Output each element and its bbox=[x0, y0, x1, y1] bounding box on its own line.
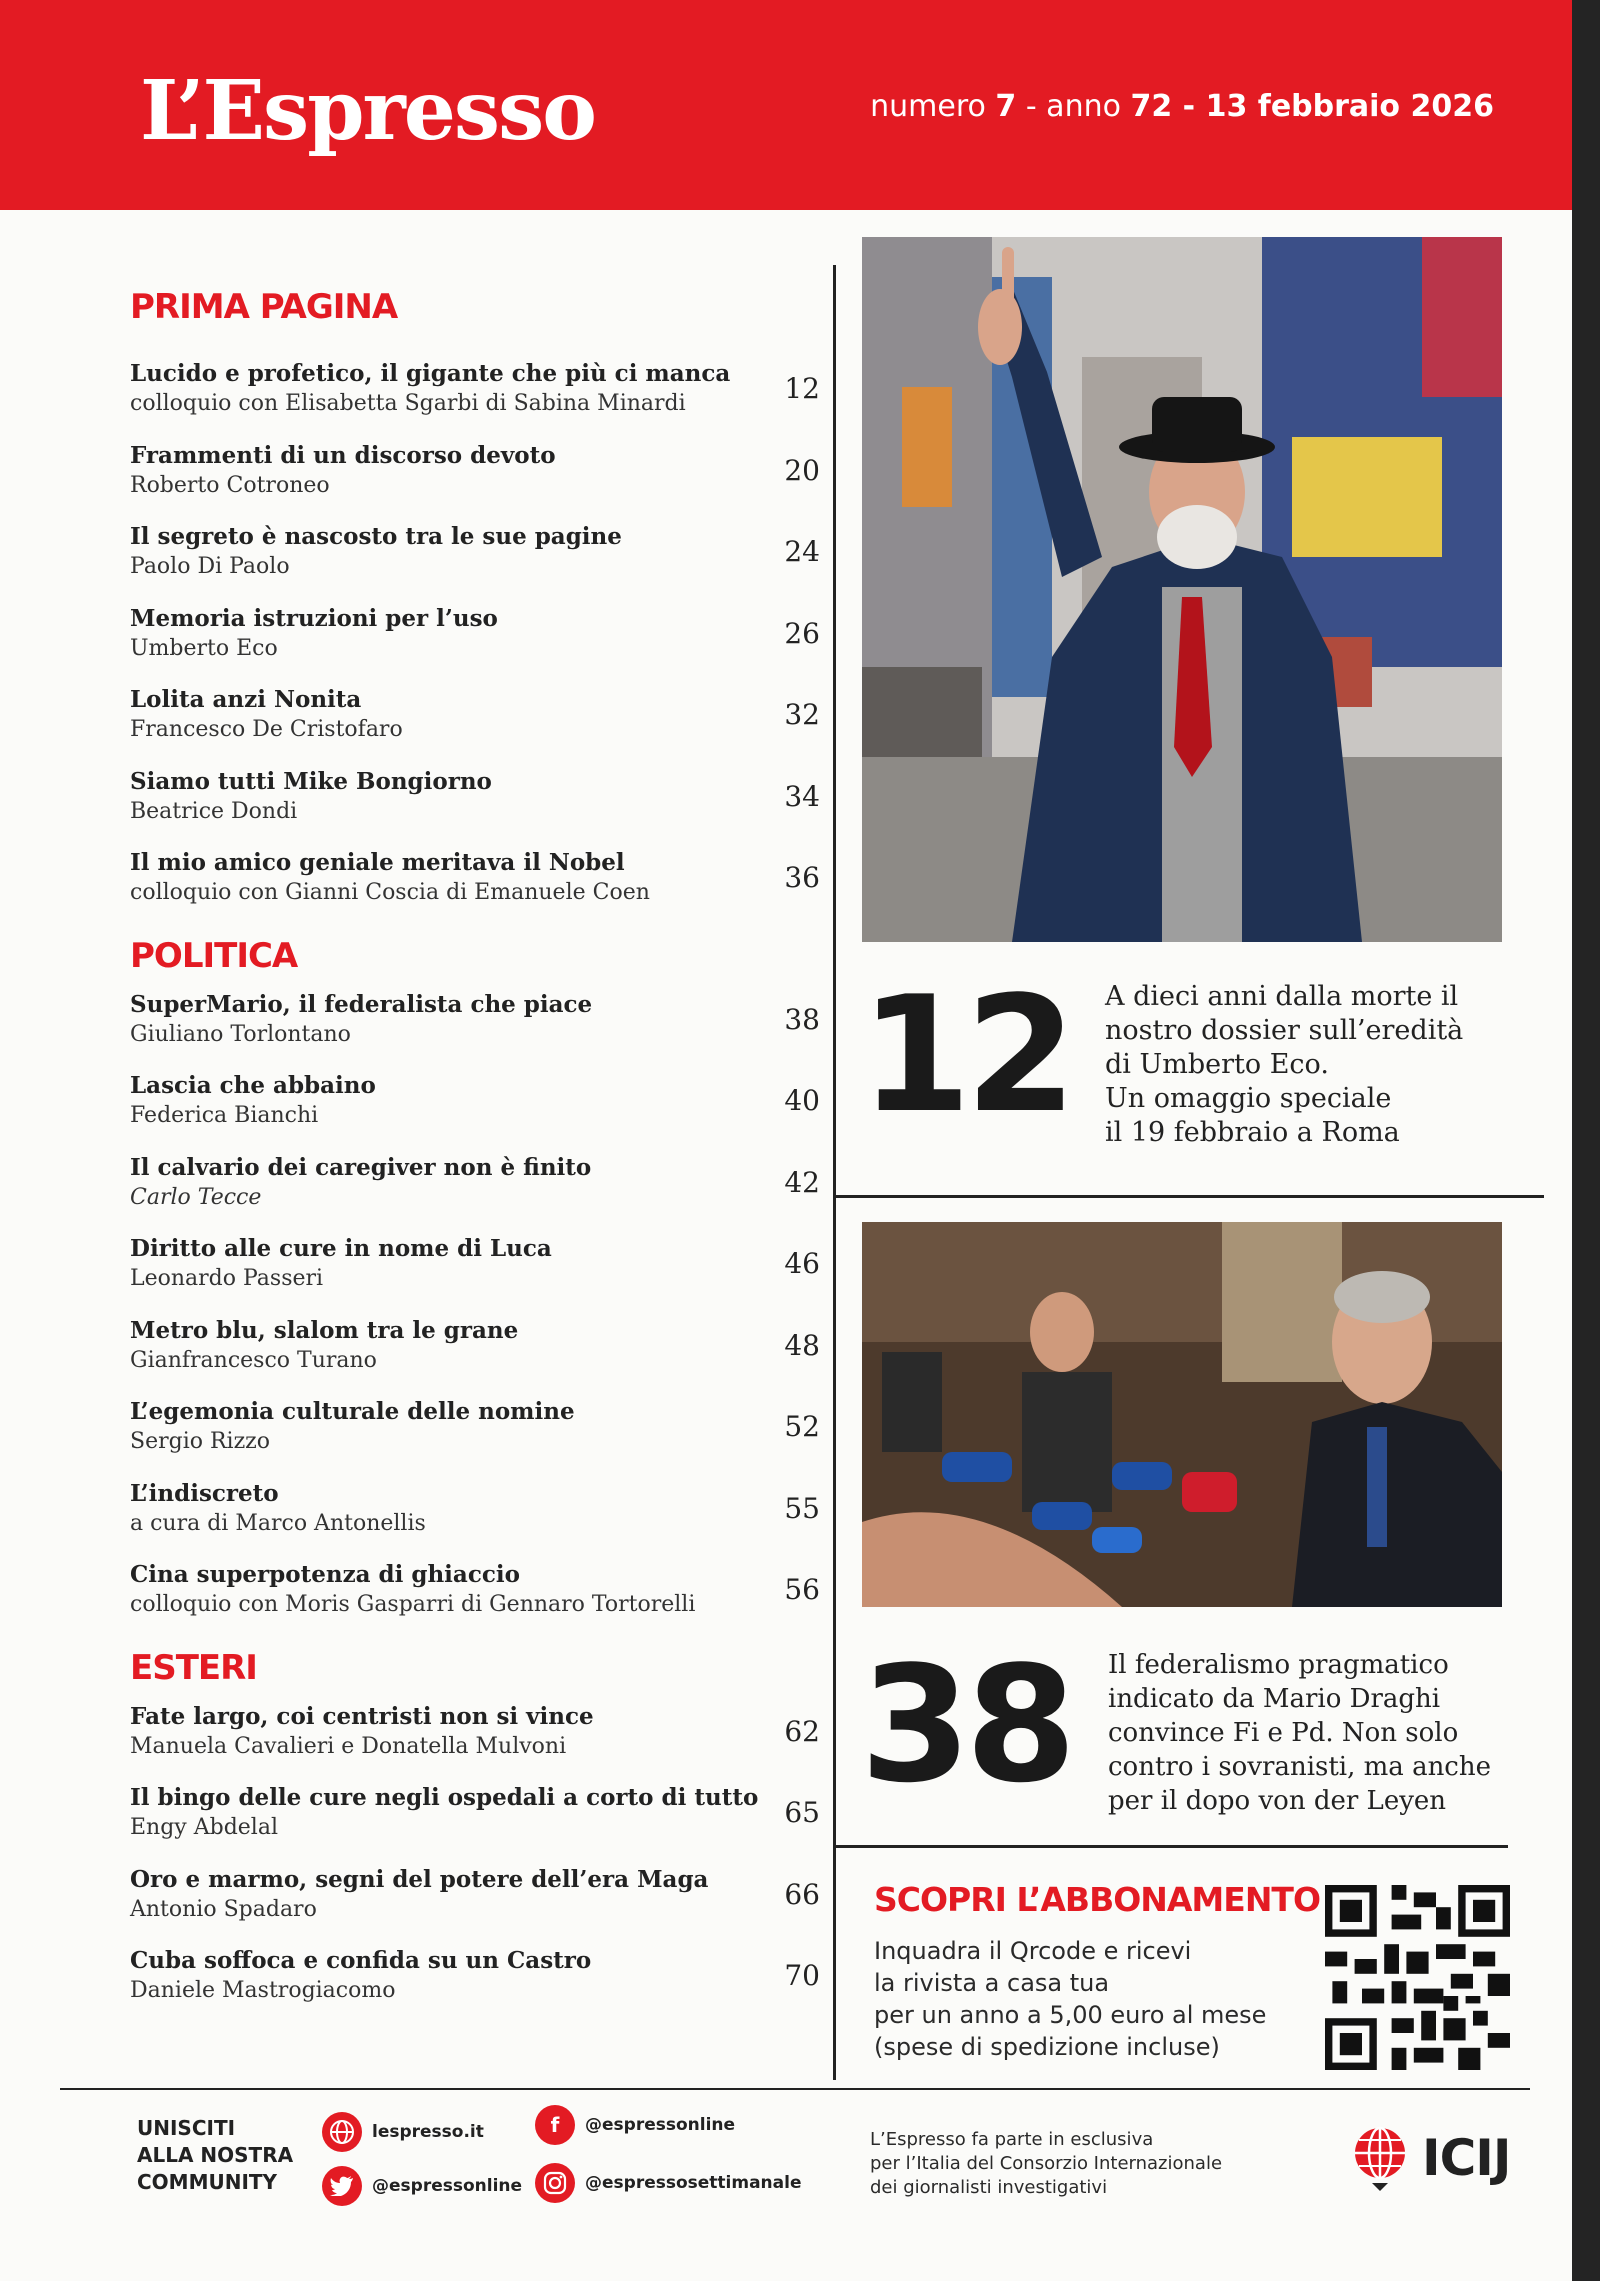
toc-entry[interactable]: Metro blu, slalom tra le grane Gianfrancesco Turano 48 bbox=[130, 1316, 820, 1373]
subscribe-title[interactable]: SCOPRI L’ABBONAMENTO bbox=[874, 1880, 1320, 1919]
page-number: 32 bbox=[784, 698, 820, 731]
eco-photo-illustration bbox=[862, 237, 1502, 942]
website-link[interactable]: lespresso.it bbox=[322, 2112, 484, 2152]
eco-photo bbox=[862, 237, 1502, 942]
toc-entry[interactable]: Il segreto è nascosto tra le sue pagine Paolo Di Paolo 24 bbox=[130, 523, 820, 579]
feature-number: 38 bbox=[860, 1631, 1071, 1818]
toc-entry[interactable]: Il bingo delle cure negli ospedali a corto di tutto Engy Abdelal 65 bbox=[130, 1784, 820, 1840]
twitter-icon bbox=[322, 2166, 362, 2206]
masthead bbox=[0, 0, 1572, 210]
facebook-link[interactable]: f @espressonline bbox=[535, 2105, 735, 2145]
logo: L’Espresso bbox=[140, 63, 595, 159]
page-number: 65 bbox=[784, 1796, 820, 1829]
page-number: 26 bbox=[784, 616, 820, 650]
page-number: 34 bbox=[784, 779, 820, 813]
page-number: 66 bbox=[784, 1877, 820, 1911]
toc-entry[interactable]: Memoria istruzioni per l’uso Umberto Eco 26 bbox=[130, 604, 820, 661]
globe-icon bbox=[322, 2112, 362, 2152]
page-edge bbox=[1572, 0, 1600, 2281]
page-number: 12 bbox=[784, 372, 820, 405]
toc-entry[interactable]: Il mio amico geniale meritava il Nobel colloquio con Gianni Coscia di Emanuele Coen 36 bbox=[130, 849, 820, 905]
toc-entry[interactable]: Siamo tutti Mike Bongiorno Beatrice Dondi 34 bbox=[130, 767, 820, 824]
feature-blurb: Il federalismo pragmatico indicato da Mario Draghi convince Fi e Pd. Non solo contro i sovranisti, ma anche per il dopo von der Leyen bbox=[1108, 1650, 1492, 1816]
page-number: 46 bbox=[784, 1247, 820, 1280]
toc-entry[interactable]: Il calvario dei caregiver non è finito Carlo Tecce 42 bbox=[130, 1153, 820, 1210]
page-number: 20 bbox=[784, 453, 820, 487]
column-divider bbox=[833, 265, 836, 2080]
section-politica bbox=[130, 929, 820, 989]
issue-number: 7 bbox=[995, 89, 1017, 124]
page-number: 52 bbox=[784, 1410, 820, 1443]
draghi-photo bbox=[862, 1222, 1502, 1607]
instagram-link[interactable]: @espressosettimanale bbox=[535, 2163, 802, 2203]
icij-note: L’Espresso fa parte in esclusiva per l’Italia del Consorzio Internazionale dei giornalisti investigativi bbox=[870, 2129, 1223, 2198]
twitter-link[interactable]: @espressonline bbox=[322, 2166, 522, 2206]
feature-divider bbox=[836, 1195, 1544, 1198]
footer-divider bbox=[60, 2088, 1530, 2090]
instagram-icon bbox=[535, 2163, 575, 2203]
subscribe-divider bbox=[836, 1845, 1508, 1848]
toc-entry[interactable]: Lolita anzi Nonita Francesco De Cristofaro 32 bbox=[130, 686, 820, 742]
toc-entry[interactable]: Frammenti di un discorso devoto Roberto Cotroneo 20 bbox=[130, 441, 820, 498]
toc-entry[interactable]: Fate largo, coi centristi non si vince Manuela Cavalieri e Donatella Mulvoni 62 bbox=[130, 1702, 820, 1759]
section-title: ESTERI bbox=[130, 1647, 257, 1688]
section-prima-pagina bbox=[130, 287, 820, 358]
section-title: POLITICA bbox=[130, 935, 298, 976]
page-number: 40 bbox=[784, 1084, 820, 1117]
year-number: 72 bbox=[1130, 89, 1173, 124]
page-number: 70 bbox=[784, 1959, 820, 1992]
section-esteri bbox=[130, 1641, 820, 1701]
toc-entry[interactable]: Cina superpotenza di ghiaccio colloquio con Moris Gasparri di Gennaro Tortorelli 56 bbox=[130, 1561, 820, 1617]
page-number: 36 bbox=[784, 861, 820, 894]
toc-entry[interactable]: L’egemonia culturale delle nomine Sergio Rizzo 52 bbox=[130, 1398, 820, 1454]
feature-blurb: A dieci anni dalla morte il nostro dossier sull’eredità di Umberto Eco. Un omaggio speciale il 19 febbraio a Roma bbox=[1105, 981, 1464, 1148]
qr-code[interactable] bbox=[1325, 1885, 1510, 2070]
section-title: PRIMA PAGINA bbox=[130, 287, 398, 327]
community-label: UNISCITI ALLA NOSTRA COMMUNITY bbox=[137, 2116, 294, 2194]
toc-entry[interactable]: SuperMario, il federalista che piace Giuliano Torlontano 38 bbox=[130, 990, 820, 1047]
page-number: 48 bbox=[784, 1328, 820, 1362]
toc-entry[interactable]: L’indiscreto a cura di Marco Antonellis 55 bbox=[130, 1479, 820, 1536]
feature-number: 12 bbox=[860, 961, 1071, 1148]
issue-line: numero 7 - anno 72 - 13 febbraio 2026 bbox=[870, 89, 1494, 124]
page-number: 62 bbox=[784, 1714, 820, 1748]
toc-entry[interactable]: Oro e marmo, segni del potere dell’era Maga Antonio Spadaro 66 bbox=[130, 1865, 820, 1922]
subscribe-text: Inquadra il Qrcode e ricevi la rivista a casa tua per un anno a 5,00 euro al mese (spese di spedizione incluse) bbox=[874, 1937, 1267, 2061]
draghi-photo-illustration bbox=[862, 1222, 1502, 1607]
toc-entry[interactable]: Diritto alle cure in nome di Luca Leonardo Passeri 46 bbox=[130, 1235, 820, 1291]
table-of-contents bbox=[130, 287, 820, 2027]
page-number: 55 bbox=[784, 1491, 820, 1525]
page-number: 38 bbox=[784, 1002, 820, 1036]
page-number: 56 bbox=[784, 1573, 820, 1606]
qr-code-icon bbox=[1325, 1885, 1510, 2070]
issue-date: - 13 febbraio 2026 bbox=[1172, 89, 1494, 124]
page-number: 42 bbox=[784, 1165, 820, 1199]
toc-entry[interactable]: Lascia che abbaino Federica Bianchi 40 bbox=[130, 1072, 820, 1128]
icij-logo[interactable]: ICIJ bbox=[1350, 2125, 1511, 2191]
facebook-icon: f bbox=[535, 2105, 575, 2145]
page-number: 24 bbox=[784, 535, 820, 568]
icij-globe-icon bbox=[1350, 2125, 1410, 2191]
toc-entry[interactable]: Lucido e profetico, il gigante che più ci manca colloquio con Elisabetta Sgarbi di Sabina Minardi 12 bbox=[130, 360, 820, 416]
toc-entry[interactable]: Cuba soffoca e confida su un Castro Daniele Mastrogiacomo 70 bbox=[130, 1947, 820, 2003]
